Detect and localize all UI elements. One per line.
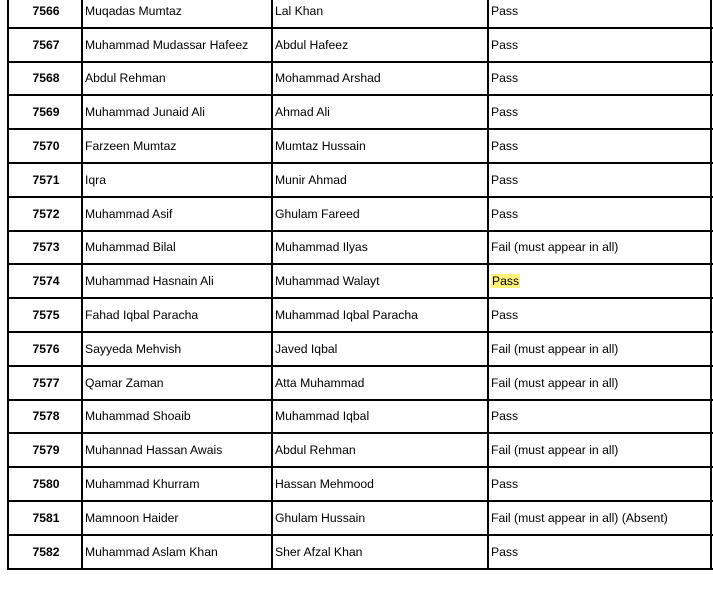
table-row [8,163,713,197]
student-name-cell: Muqadas Mumtaz [82,0,272,28]
result-cell [488,467,711,501]
father-name-cell: Muhammad Walayt [272,264,488,298]
result-text: Pass [491,409,519,424]
student-name-cell: Qamar Zaman [82,366,272,400]
result-cell [488,298,711,332]
table-row [8,501,713,535]
result-text: Pass [491,544,519,559]
student-name-cell: Sayyeda Mehvish [82,332,272,366]
result-cell [488,163,711,197]
father-name-cell: Sher Afzal Khan [272,535,488,569]
result-cell [488,433,711,467]
father-name-cell: Ahmad Ali [272,95,488,129]
roll-number-cell: 7576 [8,332,82,366]
roll-number-cell: 7568 [8,62,82,96]
father-name-cell: Munir Ahmad [272,163,488,197]
result-text: Pass [491,139,519,154]
student-name-cell: Muhammad Junaid Ali [82,95,272,129]
roll-number-cell: 7567 [8,28,82,62]
result-text: Pass [491,172,519,187]
result-text: Pass [491,71,519,86]
father-name-cell: Abdul Rehman [272,433,488,467]
roll-number-cell: 7570 [8,129,82,163]
student-name-cell: Muhammad Bilal [82,231,272,265]
result-cell [488,197,711,231]
father-name-cell: Mohammad Arshad [272,62,488,96]
table-row [8,264,713,298]
table-row [8,366,713,400]
result-text: Fail (must appear in all) [491,341,619,356]
results-sheet [7,0,713,570]
roll-number-cell: 7572 [8,197,82,231]
results-table [7,0,713,570]
father-name-cell: Muhammad Ilyas [272,231,488,265]
roll-number-cell: 7581 [8,501,82,535]
table-row [8,433,713,467]
roll-number-cell: 7575 [8,298,82,332]
father-name-cell: Abdul Hafeez [272,28,488,62]
student-name-cell: Muhammad Aslam Khan [82,535,272,569]
roll-number-cell: 7580 [8,467,82,501]
student-name-cell: Iqra [82,163,272,197]
father-name-cell: Ghulam Fareed [272,197,488,231]
roll-number-cell: 7569 [8,95,82,129]
table-row [8,197,713,231]
result-cell [488,264,711,298]
result-cell [488,535,711,569]
result-text: Fail (must appear in all) (Absent) [491,510,668,525]
student-name-cell: Fahad Iqbal Paracha [82,298,272,332]
result-text: Pass [491,206,519,221]
result-text: Pass [491,3,519,18]
roll-number-cell: 7582 [8,535,82,569]
result-text: Fail (must appear in all) [491,240,619,255]
table-row [8,231,713,265]
table-row [8,62,713,96]
roll-number-cell: 7571 [8,163,82,197]
student-name-cell: Muhammad Mudassar Hafeez [82,28,272,62]
student-name-cell: Abdul Rehman [82,62,272,96]
result-cell [488,62,711,96]
highlighted-result-text: Pass [492,274,520,289]
result-text: Pass [491,477,519,492]
table-row [8,129,713,163]
table-row [8,400,713,434]
roll-number-cell: 7577 [8,366,82,400]
father-name-cell: Mumtaz Hussain [272,129,488,163]
table-row [8,298,713,332]
result-cell [488,0,711,28]
father-name-cell: Javed Iqbal [272,332,488,366]
student-name-cell: Muhammad Asif [82,197,272,231]
result-cell [488,231,711,265]
roll-number-cell: 7566 [8,0,82,28]
roll-number-cell: 7573 [8,231,82,265]
table-row [8,467,713,501]
result-text: Pass [491,308,519,323]
roll-number-cell: 7574 [8,264,82,298]
result-cell [488,95,711,129]
table-row [8,28,713,62]
table-row [8,535,713,569]
result-text: Pass [491,105,519,120]
father-name-cell: Muhammad Iqbal [272,400,488,434]
roll-number-cell: 7579 [8,433,82,467]
result-text: Pass [491,37,519,52]
results-table-body [8,0,713,569]
table-row [8,0,713,28]
student-name-cell: Mamnoon Haider [82,501,272,535]
result-cell [488,366,711,400]
student-name-cell: Muhannad Hassan Awais [82,433,272,467]
father-name-cell: Ghulam Hussain [272,501,488,535]
father-name-cell: Lal Khan [272,0,488,28]
result-cell [488,332,711,366]
table-row [8,95,713,129]
result-cell [488,28,711,62]
result-text: Fail (must appear in all) [491,375,619,390]
student-name-cell: Muhammad Khurram [82,467,272,501]
roll-number-cell: 7578 [8,400,82,434]
student-name-cell: Muhammad Hasnain Ali [82,264,272,298]
father-name-cell: Muhammad Iqbal Paracha [272,298,488,332]
result-text: Fail (must appear in all) [491,443,619,458]
student-name-cell: Muhammad Shoaib [82,400,272,434]
table-row [8,332,713,366]
father-name-cell: Hassan Mehmood [272,467,488,501]
student-name-cell: Farzeen Mumtaz [82,129,272,163]
father-name-cell: Atta Muhammad [272,366,488,400]
result-cell [488,129,711,163]
result-cell [488,400,711,434]
result-cell [488,501,711,535]
